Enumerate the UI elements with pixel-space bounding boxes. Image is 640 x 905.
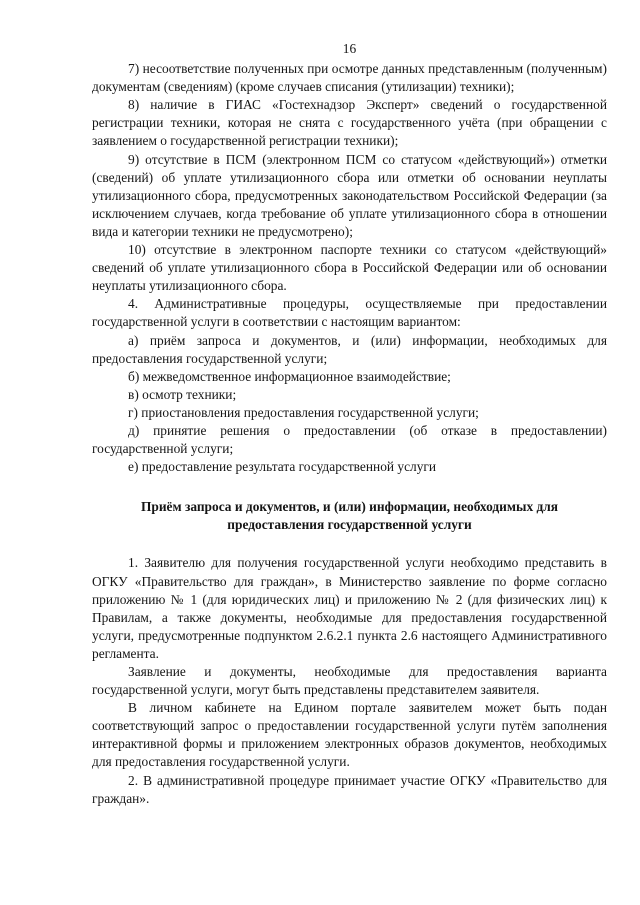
procedure-d-paragraph: д) принятие решения о предоставлении (об отказе в предоставлении) государственной услуги; — [92, 422, 607, 457]
procedure-e-paragraph: е) предоставление результата государственной услуги — [128, 459, 437, 475]
page-number: 16 — [342, 41, 357, 56]
section-heading: Приём запроса и документов, и (или) информации, необходимых для предоставления государственной услуги — [140, 499, 559, 533]
procedure-a-paragraph: а) приём запроса и документов, и (или) информации, необходимых для предоставления государственной услуги; — [92, 332, 607, 366]
clause-4-paragraph: 4. Административные процедуры, осуществляемые при предоставлении государственной услуги в соответствии с настоящим вариантом: — [92, 296, 607, 330]
procedure-g-paragraph: г) приостановления предоставления государственной услуги; — [128, 404, 479, 420]
clause-1-paragraph: 1. Заявителю для получения государственной услуги необходимо представить в ОГКУ «Правительство для граждан», в Министерство заявление по форме согласно приложению № 1 (для юридических лиц) и приложению № 2 (для физических лиц) к Правилам, а также документы, необходимые для предоставления государственной услуги, предусмотренные подпунктом 2.6.2.1 пункта 2.6 настоящего Административного регламента. — [92, 555, 607, 661]
personal-account-paragraph: В личном кабинете на Едином портале заявителем может быть подан соответствующий запрос о предоставлении государственной услуги путём заполнения интерактивной формы и приложением электронных образов документов, необходимых для предоставления государственной услуги. — [92, 700, 607, 770]
item-9-paragraph: 9) отсутствие в ПСМ (электронном ПСМ со статусом «действующий») отметки (сведений) об уплате утилизационного сбора или отметки об основании неуплаты утилизационного сбора, предусмотренных законодательством Российской Федерации (за исключением случаев, когда требование об уплате утилизационного сбора в отношении вида и категории техники не предусмотрено); — [92, 151, 607, 239]
item-10-paragraph: 10) отсутствие в электронном паспорте техники со статусом «действующий» сведений об уплате утилизационного сбора в Российской Федерации или об основании неуплаты утилизационного сбора. — [92, 242, 607, 294]
clause-2-paragraph: 2. В административной процедуре принимает участие ОГКУ «Правительство для граждан». — [92, 772, 607, 806]
procedure-b-paragraph: б) межведомственное информационное взаимодействие; — [128, 368, 451, 384]
item-7-paragraph: 7) несоответствие полученных при осмотре данных представленным (полученным) документам (сведениям) (кроме случаев списания (утилизации) техники); — [92, 61, 607, 95]
representative-paragraph: Заявление и документы, необходимые для предоставления варианта государственной услуги, могут быть представлены представителем заявителя. — [92, 664, 607, 698]
item-8-paragraph: 8) наличие в ГИАС «Гостехнадзор Эксперт» сведений о государственной регистрации техники, которая не снята с государственного учёта (при обращении с заявлением о государственной регистрации техники); — [92, 97, 607, 149]
procedure-v-paragraph: в) осмотр техники; — [128, 386, 237, 402]
